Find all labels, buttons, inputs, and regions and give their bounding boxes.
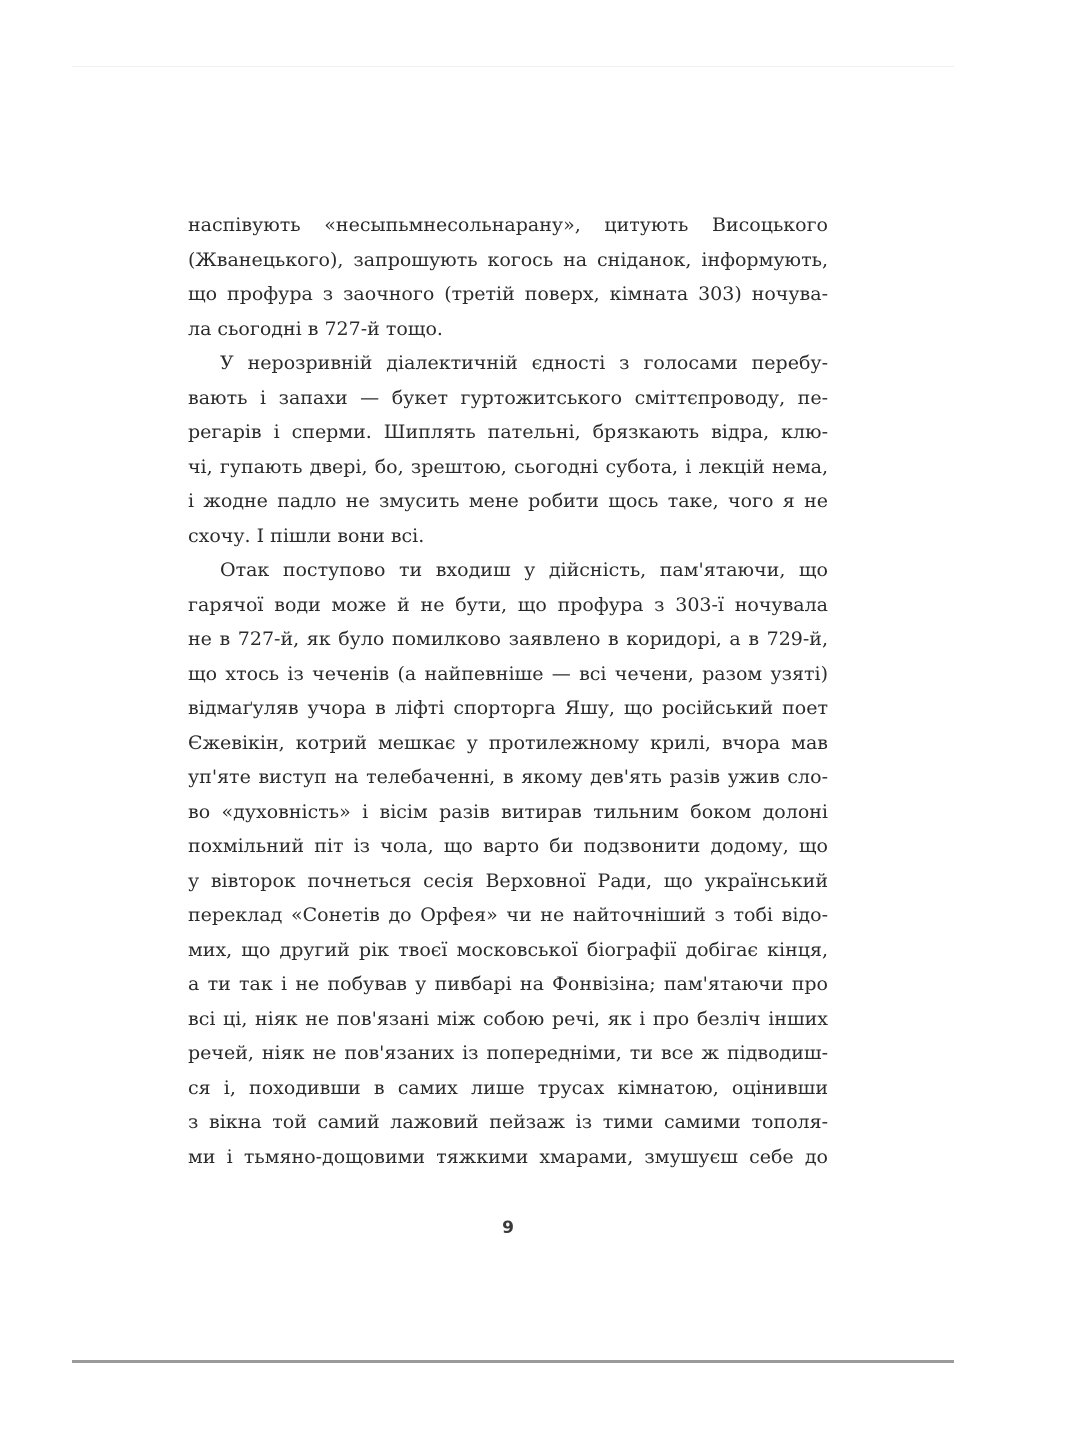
text-line: во «духовність» і вісім разів витирав тильним боком долоні [188, 800, 828, 823]
text-line: речей, ніяк не пов'язаних із попередніми, ти все ж підводиш- [188, 1042, 828, 1064]
text-line: уп'яте виступ на телебаченні, в якому дев'ять разів ужив сло- [188, 766, 828, 788]
text-line: що профура з заочного (третій поверх, кімната 303) ночува- [188, 283, 828, 305]
text-line: і жодне падло не змусить мене робити щось таке, чого я не [188, 490, 828, 512]
text-line: регарів і сперми. Шиплять пательні, брязкають відра, клю- [188, 421, 828, 443]
text-line: (Жванецького), запрошують когось на сніданок, інформують, [188, 248, 828, 271]
text-line: з вікна той самий лажовий пейзаж із тими самими тополя- [188, 1111, 828, 1133]
text-line: не в 727-й, як було помилково заявлено в коридорі, а в 729-й, [188, 628, 828, 650]
text-line: чі, гупають двері, бо, зрештою, сьогодні субота, і лекцій нема, [188, 455, 828, 478]
bottom-rule [72, 1360, 954, 1363]
page-number: 9 [502, 1218, 514, 1238]
text-line: ся і, походивши в самих лише трусах кімнатою, оцінивши [188, 1076, 828, 1099]
text-line: ми і тьмяно-дощовими тяжкими хмарами, змушуєш себе до [188, 1145, 828, 1168]
text-line: всі ці, ніяк не пов'язані між собою речі, як і про безліч інших [188, 1007, 828, 1030]
paragraph-first-line: У нерозривній діалектичній єдності з голосами перебу- [220, 352, 828, 374]
text-line: вають і запахи — букет гуртожитського сміттєпроводу, пе- [188, 386, 828, 409]
text-line: схочу. І пішли вони всі. [188, 524, 425, 547]
text-line: наспівують «несыпьмнесольнарану», цитують Висоцького [188, 214, 828, 236]
text-line: ла сьогодні в 727-й тощо. [188, 317, 443, 340]
paragraph-first-line: Отак поступово ти входиш у дійсність, пам'ятаючи, що [220, 559, 828, 581]
text-line: Єжевікін, котрий мешкає у протилежному крилі, вчора мав [188, 731, 828, 754]
text-line: а ти так і не побував у пивбарі на Фонвізіна; пам'ятаючи про [188, 973, 828, 995]
page-text [188, 208, 828, 1174]
text-line: мих, що другий рік твоєї московської біографії добігає кінця, [188, 938, 828, 961]
text-line: у вівторок почнеться сесія Верховної Ради, що український [188, 869, 828, 892]
text-line: що хтось із чеченів (а найпевніше — всі чечени, разом узяті) [188, 662, 828, 685]
text-line: переклад «Сонетів до Орфея» чи не найточніший з тобі відо- [188, 904, 828, 926]
text-line: гарячої води може й не бути, що профура з 303-ї ночувала [188, 593, 828, 616]
text-line: відмаґуляв учора в ліфті спорторга Яшу, що російський поет [188, 697, 828, 719]
top-rule [72, 66, 954, 67]
text-line: похмільний піт із чола, що варто би подзвонити додому, що [188, 835, 828, 857]
